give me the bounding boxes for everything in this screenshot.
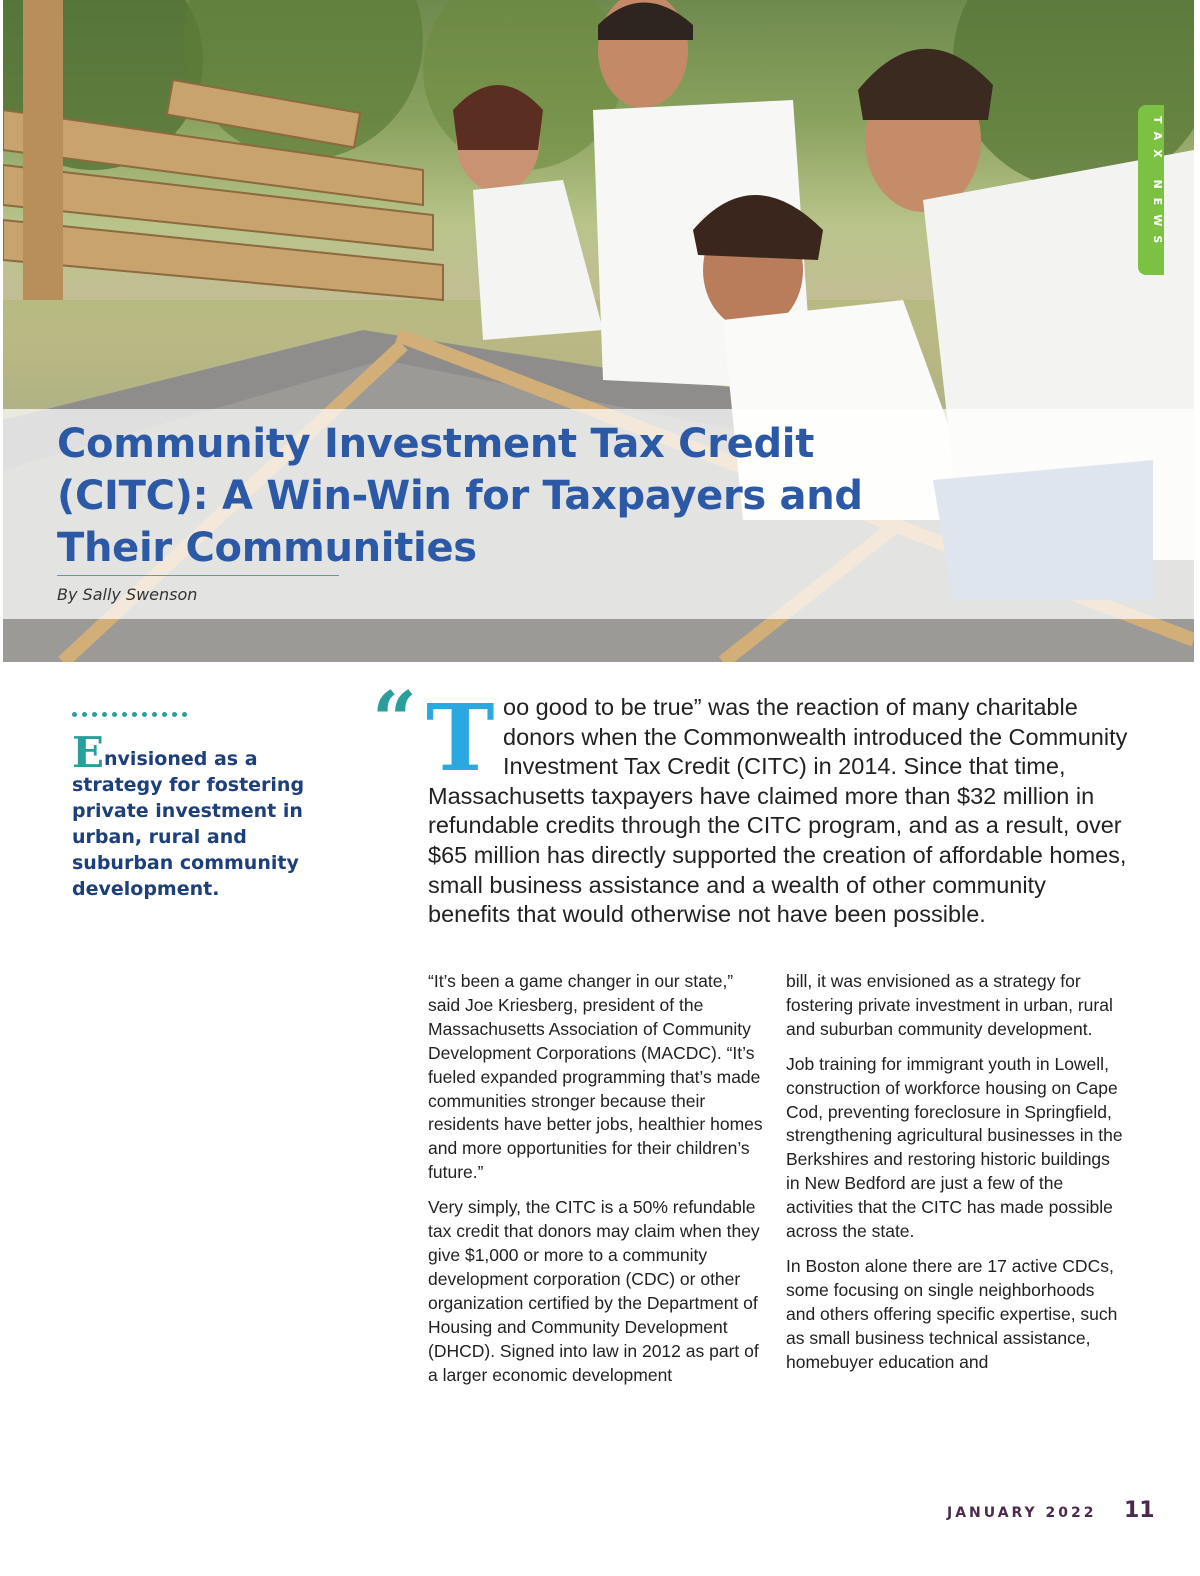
pull-quote <box>72 728 347 902</box>
open-quote-mark: “ <box>372 675 417 766</box>
pull-quote-initial: E <box>72 728 105 777</box>
issue-date: JANUARY 2022 <box>947 1505 1097 1521</box>
body-column-right <box>786 970 1126 1386</box>
body-paragraph: bill, it was envisioned as a strategy for fostering private investment in urban, rural and suburban community development. <box>786 971 1113 1039</box>
body-column-left <box>428 970 768 1398</box>
article-title: Community Investment Tax Credit (CITC): A Win-Win for Taxpayers and Their Communities <box>57 421 863 571</box>
drop-cap: T <box>426 684 495 792</box>
body-paragraph: In Boston alone there are 17 active CDCs, some focusing on single neighborhoods and others offering specific expertise, such as small business technical assistance, homebuyer education and <box>786 1255 1118 1372</box>
page-number: 11 <box>1124 1498 1155 1523</box>
body-paragraph: “It’s been a game changer in our state,” said Joe Kriesberg, president of the Massachusetts Association of Community Development Corporations (MACDC). “It’s fueled expanded programming that’s made communities stronger because their residents have better jobs, healthier homes and more opportunities for their children’s future.” <box>428 971 763 1183</box>
intro-text: oo good to be true” was the reaction of many charitable donors when the Commonwealth introduced the Community Investment Tax Credit (CITC) in 2014. Since that time, Massachusetts taxpayers have claimed more than $32 million in refundable credits through the CITC program, and as a result, over $65 million has directly supported the creation of affordable homes, small business assistance and a wealth of other community benefits that would otherwise not have been possible. <box>428 694 1128 928</box>
pull-quote-text: nvisioned as a strategy for fostering private investment in urban, rural and suburban community development. <box>72 748 305 900</box>
body-paragraph: Job training for immigrant youth in Lowell, construction of workforce housing on Cape Cod, preventing foreclosure in Springfield, strengthening agricultural businesses in the Berkshires and restoring historic buildings in New Bedford are just a few of the activities that the CITC has made possible across the state. <box>786 1053 1123 1242</box>
body-paragraph: Very simply, the CITC is a 50% refundable tax credit that donors may claim when they give $1,000 or more to a community development corporation (CDC) or other organization certified by the Department of Housing and Community Development (DHCD). Signed into law in 2012 as part of a larger economic development <box>428 1197 760 1385</box>
pull-quote-dots <box>72 712 202 722</box>
section-tab-label: TAX NEWS <box>1151 116 1164 253</box>
intro-paragraph <box>426 684 1128 930</box>
article-byline: By Sally Swenson <box>57 585 198 604</box>
title-divider <box>57 575 339 576</box>
